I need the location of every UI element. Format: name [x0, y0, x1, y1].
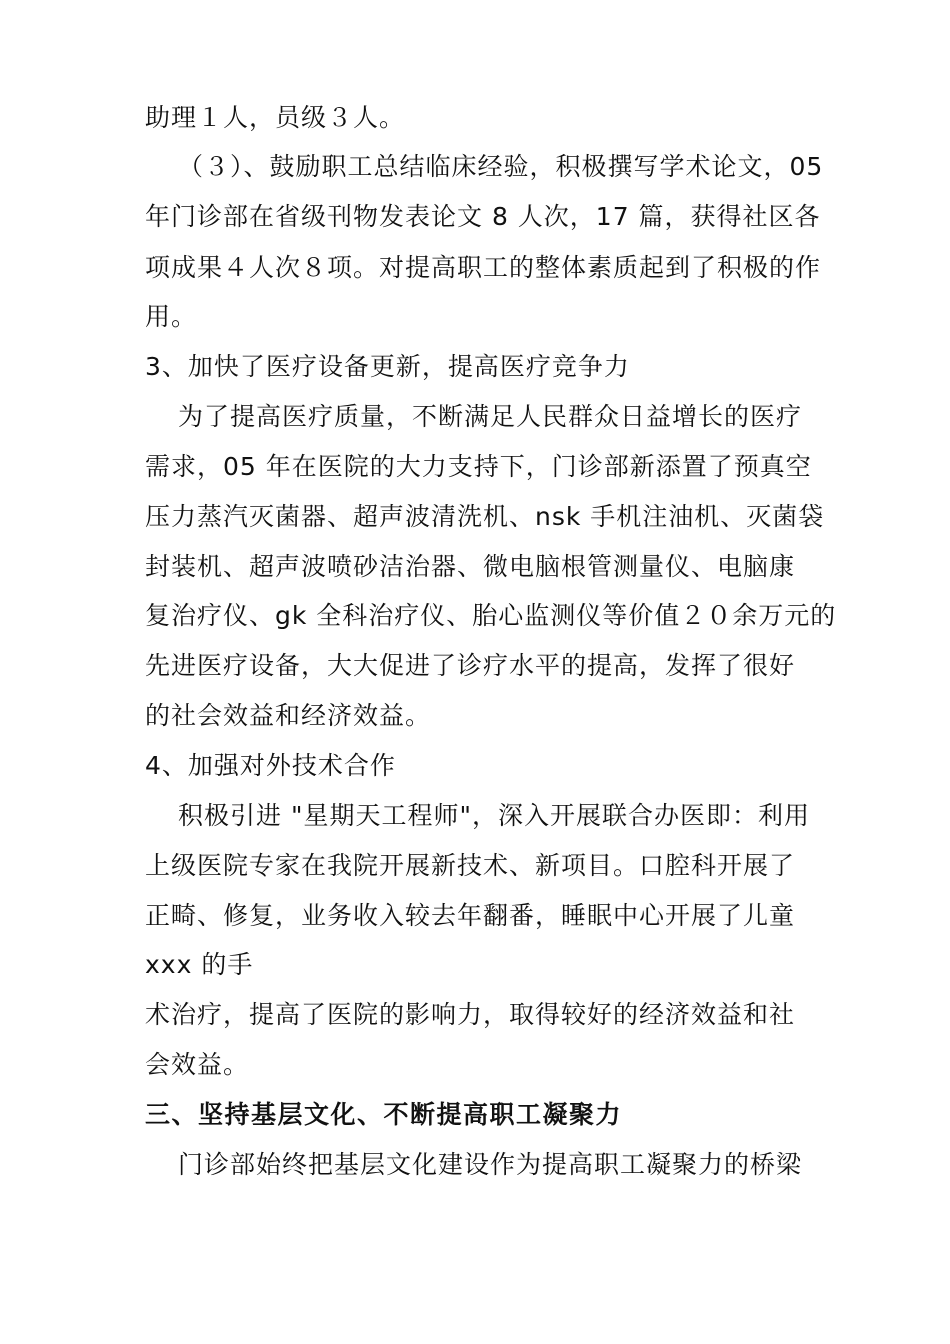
text-line: 助理１人，员级３人。 [145, 103, 406, 132]
text-line: 压力蒸汽灭菌器、超声波清洗机、nsk 手机注油机、灭菌袋 [145, 502, 825, 531]
text-line: 年门诊部在省级刊物发表论文 8 人次，17 篇，获得社区各 [145, 202, 821, 231]
paragraph-start: 积极引进 "星期天工程师"，深入开展联合办医即：利用 [178, 801, 810, 830]
text-line: 术治疗，提高了医院的影响力，取得较好的经济效益和社 [145, 1000, 796, 1029]
text-line: 会效益。 [145, 1050, 250, 1079]
text-line: 先进医疗设备，大大促进了诊疗水平的提高，发挥了很好 [145, 651, 796, 680]
paragraph-start: 门诊部始终把基层文化建设作为提高职工凝聚力的桥梁 [178, 1150, 803, 1179]
text-line: 需求，05 年在医院的大力支持下，门诊部新添置了预真空 [145, 452, 812, 481]
chapter-heading: 三、坚持基层文化、不断提高职工凝聚力 [145, 1100, 623, 1129]
text-line: 用。 [145, 302, 198, 331]
paragraph-start: 为了提高医疗质量，不断满足人民群众日益增长的医疗 [178, 402, 803, 431]
text-line: xxx 的手 [145, 950, 254, 979]
text-line: 复治疗仪、gk 全科治疗仪、胎心监测仪等价值２０余万元的 [145, 601, 837, 630]
text-line: 上级医院专家在我院开展新技术、新项目。口腔科开展了 [145, 851, 796, 880]
section-heading: 4、加强对外技术合作 [145, 751, 396, 780]
paragraph-start: （３）、鼓励职工总结临床经验，积极撰写学术论文，05 [178, 152, 824, 181]
text-line: 项成果４人次８项。对提高职工的整体素质起到了积极的作 [145, 253, 822, 282]
text-line: 正畸、修复，业务收入较去年翻番，睡眠中心开展了儿童 [145, 901, 796, 930]
text-line: 封装机、超声波喷砂洁治器、微电脑根管测量仪、电脑康 [145, 552, 796, 581]
section-heading: 3、加快了医疗设备更新，提高医疗竞争力 [145, 352, 630, 381]
text-line: 的社会效益和经济效益。 [145, 701, 432, 730]
